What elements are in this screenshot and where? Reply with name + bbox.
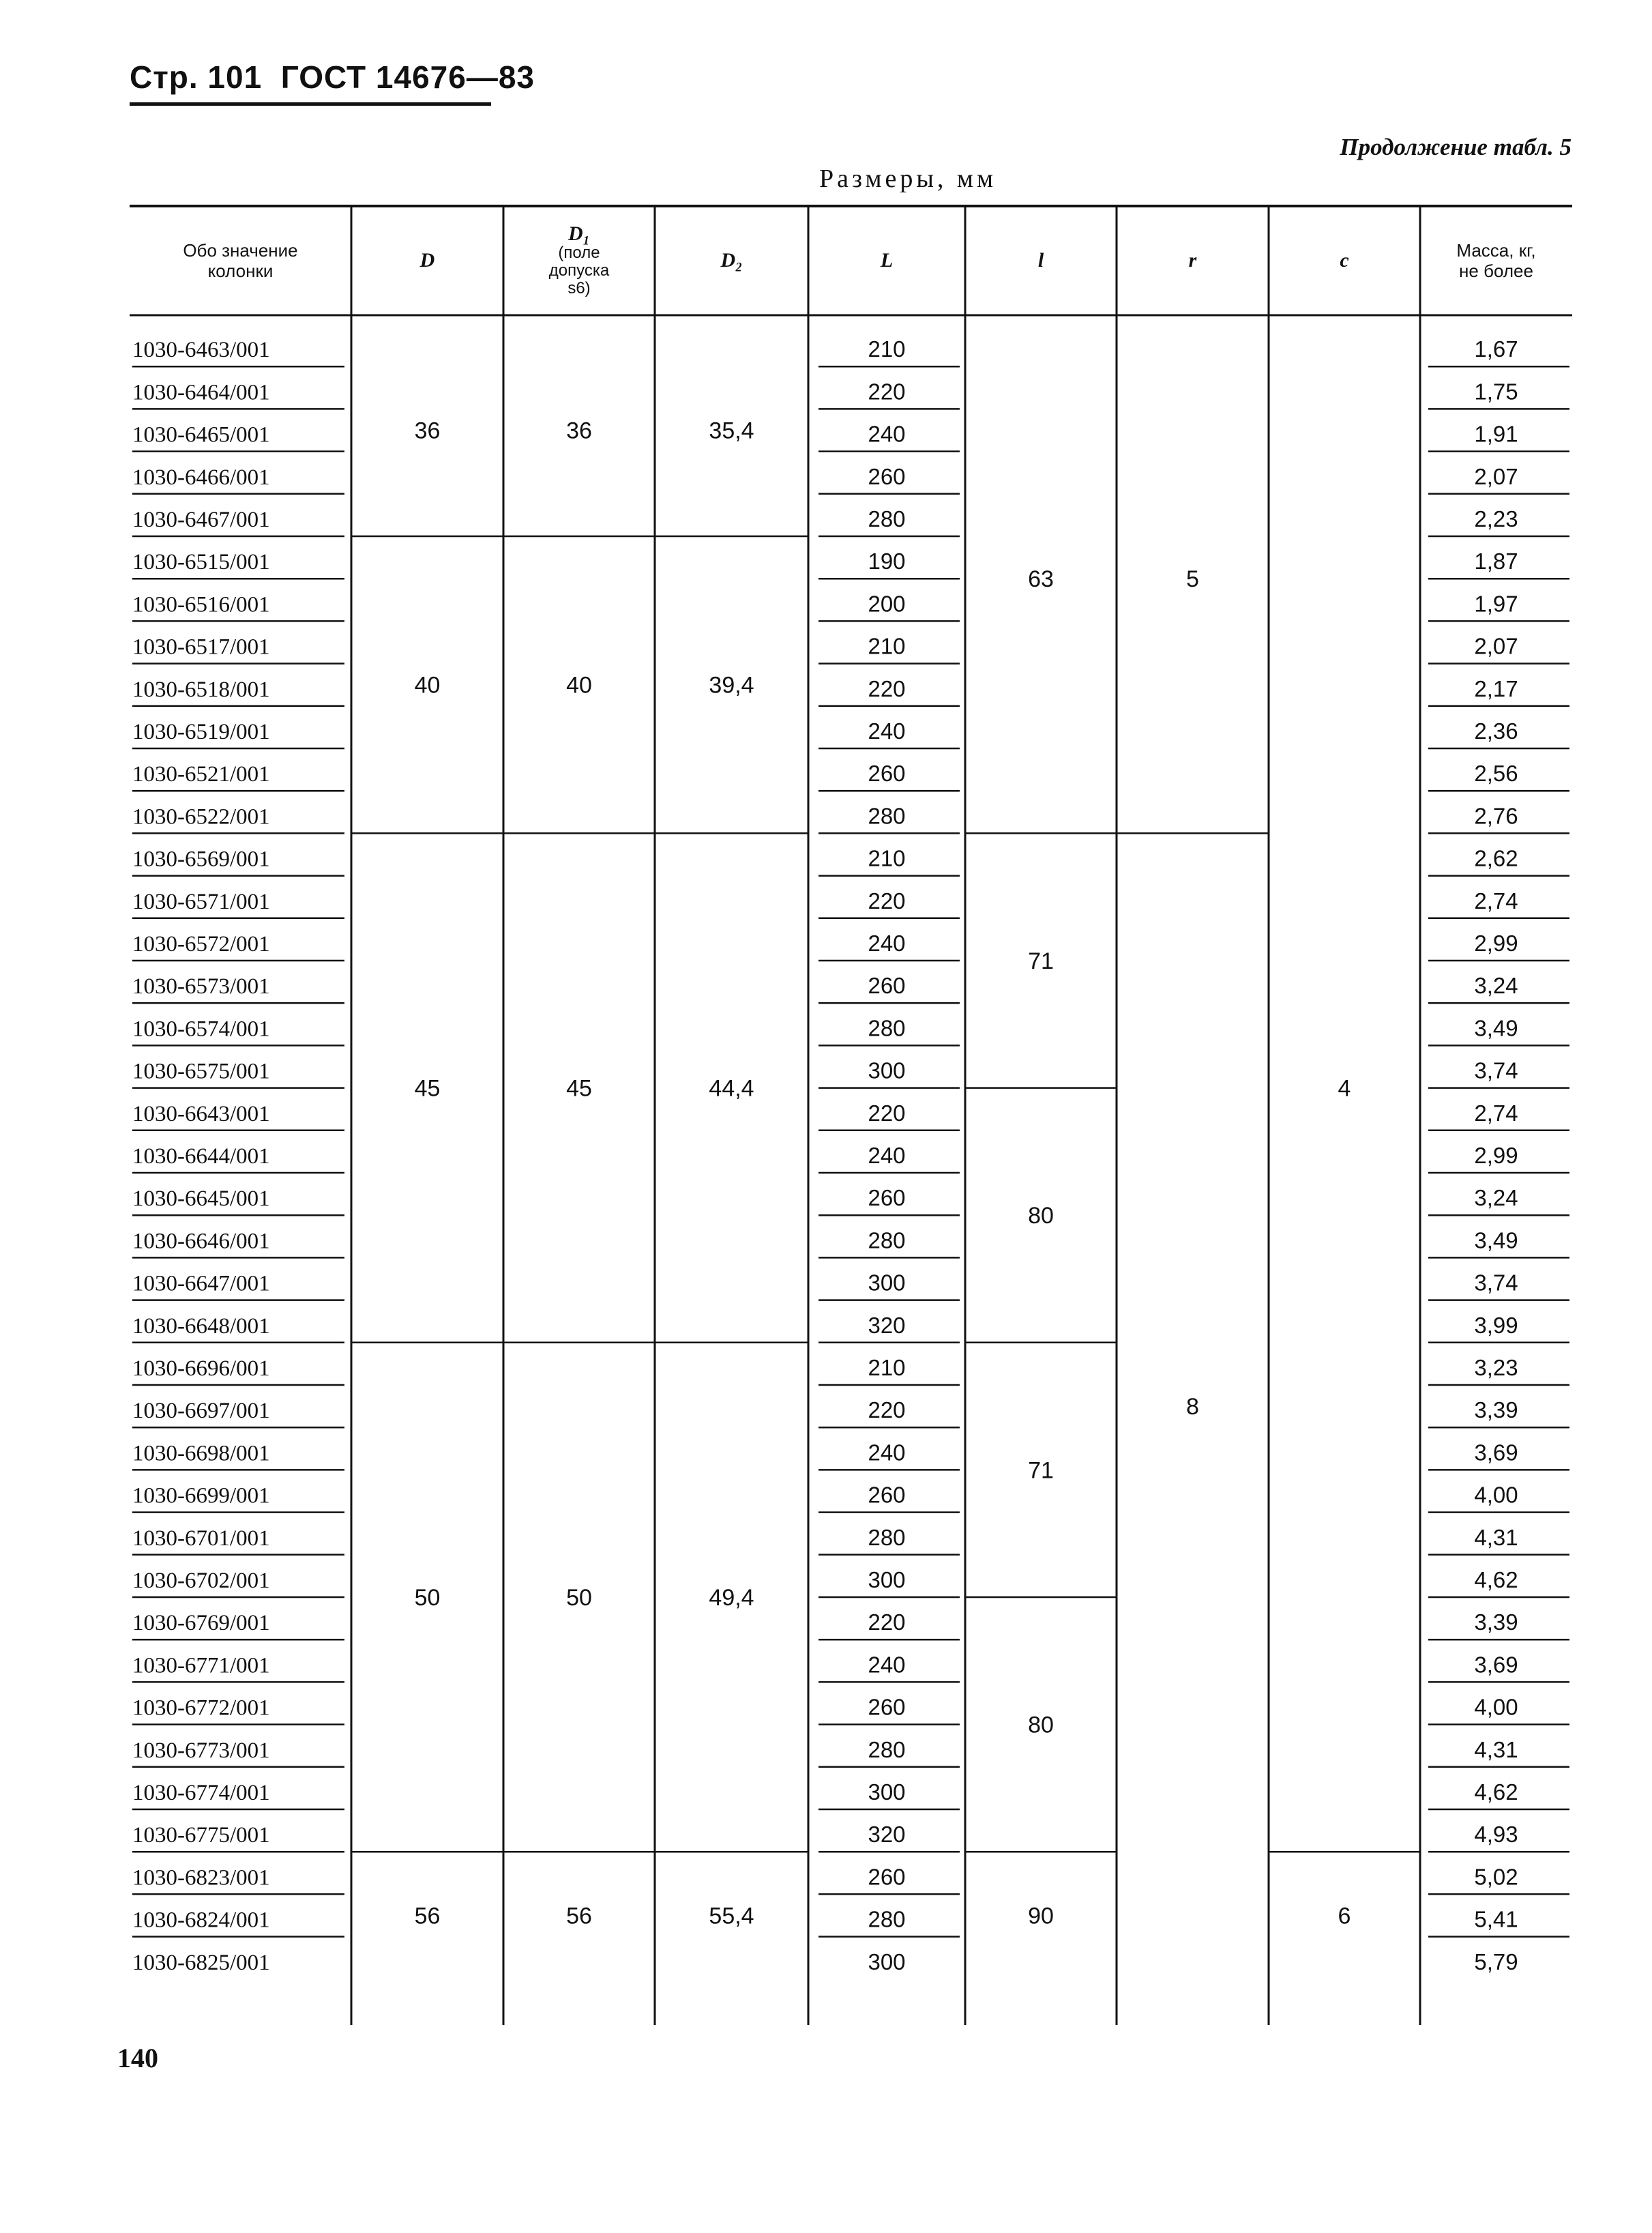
row-mass: 4,93 xyxy=(1474,1822,1518,1848)
row-code: 1030-6574/001 xyxy=(132,1017,270,1042)
column-header-D1: D₁ xyxy=(567,222,591,245)
row-code: 1030-6573/001 xyxy=(132,974,270,999)
column-header-c: c xyxy=(1340,249,1349,272)
row-code: 1030-6771/001 xyxy=(132,1653,270,1678)
row-mass: 2,56 xyxy=(1474,761,1518,787)
merged-cell-D: 40 xyxy=(414,672,441,699)
column-header-mass: Масса, кг, xyxy=(1456,240,1536,261)
row-mass: 5,02 xyxy=(1474,1864,1518,1890)
merged-cell-l: 90 xyxy=(1028,1903,1054,1929)
row-length-L: 190 xyxy=(868,549,906,574)
row-length-L: 280 xyxy=(868,1227,906,1253)
row-length-L: 280 xyxy=(868,1736,906,1762)
merged-cell-D: 50 xyxy=(414,1585,441,1611)
merged-cell-D2: 49,4 xyxy=(709,1585,754,1611)
row-mass: 2,62 xyxy=(1474,845,1518,871)
row-length-L: 220 xyxy=(868,888,906,914)
merged-cell-D2: 44,4 xyxy=(709,1075,754,1102)
row-code: 1030-6769/001 xyxy=(132,1611,270,1636)
row-length-L: 260 xyxy=(868,973,906,999)
merged-cell-l: 71 xyxy=(1028,948,1054,974)
row-mass: 2,17 xyxy=(1474,675,1518,701)
row-code: 1030-6696/001 xyxy=(132,1356,270,1381)
row-mass: 4,00 xyxy=(1474,1694,1518,1720)
row-length-L: 260 xyxy=(868,1694,906,1720)
merged-cell-D1: 36 xyxy=(566,418,592,444)
row-length-L: 240 xyxy=(868,1143,906,1168)
row-mass: 3,74 xyxy=(1474,1270,1518,1296)
merged-cell-D2: 35,4 xyxy=(709,418,754,444)
row-mass: 3,69 xyxy=(1474,1652,1518,1678)
row-length-L: 200 xyxy=(868,591,906,617)
row-code: 1030-6773/001 xyxy=(132,1738,270,1763)
row-mass: 3,69 xyxy=(1474,1440,1518,1465)
row-length-L: 220 xyxy=(868,379,906,405)
row-length-L: 240 xyxy=(868,931,906,956)
row-code: 1030-6699/001 xyxy=(132,1483,270,1508)
column-header-D1: допуска xyxy=(548,261,610,280)
row-code: 1030-6645/001 xyxy=(132,1186,270,1212)
row-code: 1030-6644/001 xyxy=(132,1144,270,1169)
column-header-mass: не более xyxy=(1459,261,1533,281)
standard-number: ГОСТ 14676—83 xyxy=(280,59,535,95)
row-code: 1030-6518/001 xyxy=(132,677,270,702)
row-mass: 2,74 xyxy=(1474,888,1518,914)
merged-cell-D: 36 xyxy=(414,418,441,444)
row-length-L: 220 xyxy=(868,675,906,701)
row-length-L: 280 xyxy=(868,1524,906,1550)
row-code: 1030-6517/001 xyxy=(132,634,270,660)
row-length-L: 240 xyxy=(868,1440,906,1465)
merged-cell-D2: 55,4 xyxy=(709,1903,754,1929)
row-mass: 1,97 xyxy=(1474,591,1518,617)
row-code: 1030-6572/001 xyxy=(132,932,270,957)
row-mass: 2,99 xyxy=(1474,1143,1518,1168)
row-length-L: 240 xyxy=(868,1652,906,1678)
row-code: 1030-6701/001 xyxy=(132,1526,270,1551)
row-code: 1030-6824/001 xyxy=(132,1908,270,1933)
row-mass: 3,23 xyxy=(1474,1355,1518,1380)
row-length-L: 280 xyxy=(868,803,906,829)
column-header-L: L xyxy=(880,249,894,272)
row-code: 1030-6464/001 xyxy=(132,380,270,405)
row-code: 1030-6466/001 xyxy=(132,465,270,490)
continuation-note: Продолжение табл. 5 xyxy=(1340,134,1572,160)
row-mass: 3,49 xyxy=(1474,1015,1518,1041)
row-code: 1030-6698/001 xyxy=(132,1441,270,1466)
row-code: 1030-6571/001 xyxy=(132,889,270,914)
merged-cell-D: 56 xyxy=(414,1903,441,1929)
row-mass: 5,79 xyxy=(1474,1949,1518,1974)
row-mass: 4,62 xyxy=(1474,1567,1518,1592)
row-mass: 4,31 xyxy=(1474,1524,1518,1550)
row-code: 1030-6643/001 xyxy=(132,1101,270,1126)
row-length-L: 240 xyxy=(868,421,906,447)
row-length-L: 220 xyxy=(868,1609,906,1635)
merged-cell-D: 45 xyxy=(414,1075,441,1102)
row-mass: 2,76 xyxy=(1474,803,1518,829)
row-mass: 1,67 xyxy=(1474,336,1518,362)
page-label: Стр. 101 xyxy=(130,59,263,95)
row-length-L: 210 xyxy=(868,845,906,871)
merged-cell-r: 8 xyxy=(1186,1394,1199,1420)
row-mass: 3,49 xyxy=(1474,1227,1518,1253)
row-length-L: 240 xyxy=(868,718,906,744)
row-code: 1030-6521/001 xyxy=(132,762,270,787)
row-length-L: 260 xyxy=(868,1482,906,1508)
row-length-L: 260 xyxy=(868,1185,906,1211)
row-code: 1030-6823/001 xyxy=(132,1865,270,1891)
row-code: 1030-6648/001 xyxy=(132,1313,270,1339)
merged-cell-l: 63 xyxy=(1028,566,1054,593)
row-code: 1030-6467/001 xyxy=(132,508,270,532)
row-code: 1030-6519/001 xyxy=(132,720,270,744)
row-length-L: 260 xyxy=(868,761,906,787)
row-mass: 1,75 xyxy=(1474,379,1518,405)
row-length-L: 300 xyxy=(868,1949,906,1974)
row-length-L: 210 xyxy=(868,633,906,659)
column-header-code: Обо значение xyxy=(183,240,298,261)
row-code: 1030-6465/001 xyxy=(132,422,270,448)
column-header-D1: (поле xyxy=(558,244,600,262)
row-mass: 4,00 xyxy=(1474,1482,1518,1508)
row-length-L: 280 xyxy=(868,506,906,531)
column-header-r: r xyxy=(1188,249,1197,272)
row-mass: 3,74 xyxy=(1474,1057,1518,1083)
row-code: 1030-6697/001 xyxy=(132,1399,270,1424)
row-mass: 2,23 xyxy=(1474,506,1518,531)
row-mass: 4,31 xyxy=(1474,1736,1518,1762)
row-code: 1030-6825/001 xyxy=(132,1950,270,1975)
row-mass: 5,41 xyxy=(1474,1906,1518,1932)
row-code: 1030-6772/001 xyxy=(132,1695,270,1721)
row-code: 1030-6516/001 xyxy=(132,592,270,617)
row-length-L: 220 xyxy=(868,1100,906,1126)
page-number: 140 xyxy=(117,2043,158,2073)
row-length-L: 320 xyxy=(868,1822,906,1848)
row-code: 1030-6515/001 xyxy=(132,550,270,575)
row-code: 1030-6575/001 xyxy=(132,1059,270,1084)
row-length-L: 300 xyxy=(868,1270,906,1296)
row-length-L: 210 xyxy=(868,336,906,362)
row-length-L: 300 xyxy=(868,1057,906,1083)
row-mass: 3,39 xyxy=(1474,1609,1518,1635)
row-code: 1030-6522/001 xyxy=(132,804,270,830)
row-code: 1030-6774/001 xyxy=(132,1781,270,1805)
row-code: 1030-6646/001 xyxy=(132,1229,270,1254)
column-header-D2: D₂ xyxy=(720,249,743,272)
row-mass: 3,24 xyxy=(1474,973,1518,999)
row-length-L: 260 xyxy=(868,463,906,489)
row-mass: 2,07 xyxy=(1474,633,1518,659)
row-mass: 2,36 xyxy=(1474,718,1518,744)
merged-cell-c: 4 xyxy=(1338,1075,1351,1102)
column-header-l: l xyxy=(1037,249,1044,272)
merged-cell-r: 5 xyxy=(1186,566,1199,593)
row-code: 1030-6569/001 xyxy=(132,847,270,872)
row-code: 1030-6463/001 xyxy=(132,338,270,363)
row-mass: 3,99 xyxy=(1474,1312,1518,1338)
sizes-caption: Размеры, мм xyxy=(818,164,997,193)
row-mass: 1,87 xyxy=(1474,549,1518,574)
row-mass: 1,91 xyxy=(1474,421,1518,447)
merged-cell-c: 6 xyxy=(1338,1903,1351,1929)
row-mass: 4,62 xyxy=(1474,1779,1518,1805)
column-header-code: колонки xyxy=(207,261,274,281)
row-code: 1030-6702/001 xyxy=(132,1568,270,1593)
row-length-L: 280 xyxy=(868,1906,906,1932)
merged-cell-D2: 39,4 xyxy=(709,672,754,699)
merged-cell-D1: 50 xyxy=(566,1585,592,1611)
row-mass: 2,07 xyxy=(1474,463,1518,489)
row-code: 1030-6647/001 xyxy=(132,1271,270,1296)
row-mass: 3,39 xyxy=(1474,1397,1518,1423)
row-length-L: 300 xyxy=(868,1567,906,1592)
merged-cell-D1: 45 xyxy=(566,1075,592,1102)
merged-cell-D1: 40 xyxy=(566,672,592,699)
row-mass: 2,99 xyxy=(1474,931,1518,956)
column-header-D1: s6) xyxy=(567,279,591,297)
row-code: 1030-6775/001 xyxy=(132,1823,270,1848)
row-length-L: 220 xyxy=(868,1397,906,1423)
merged-cell-l: 80 xyxy=(1028,1712,1054,1738)
row-length-L: 300 xyxy=(868,1779,906,1805)
merged-cell-l: 71 xyxy=(1028,1457,1054,1484)
row-mass: 2,74 xyxy=(1474,1100,1518,1126)
merged-cell-l: 80 xyxy=(1028,1203,1054,1229)
column-header-D: D xyxy=(419,249,435,272)
row-length-L: 260 xyxy=(868,1864,906,1890)
row-length-L: 210 xyxy=(868,1355,906,1380)
row-mass: 3,24 xyxy=(1474,1185,1518,1211)
row-length-L: 280 xyxy=(868,1015,906,1041)
merged-cell-D1: 56 xyxy=(566,1903,592,1929)
row-length-L: 320 xyxy=(868,1312,906,1338)
